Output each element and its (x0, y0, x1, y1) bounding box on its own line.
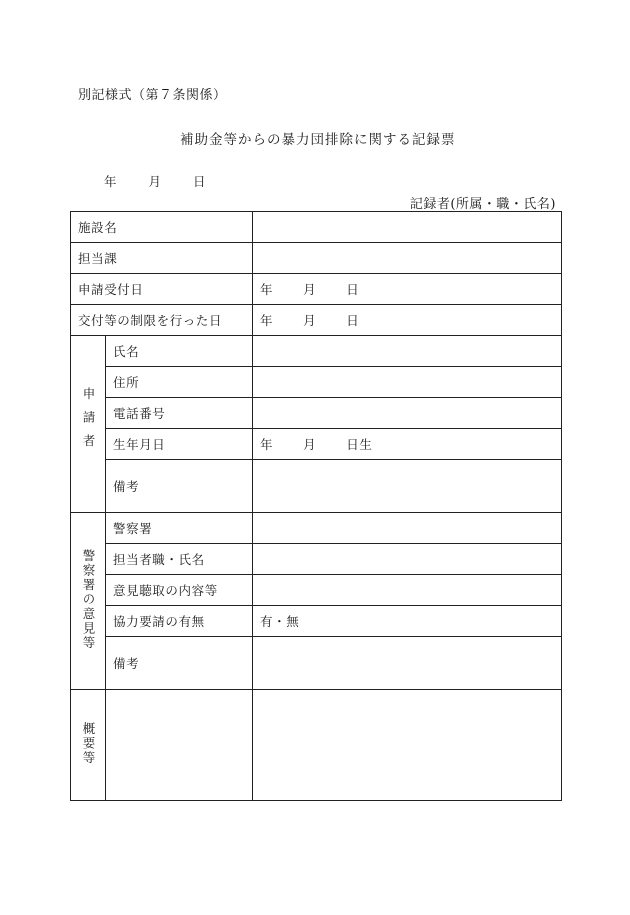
applicant-phone-label: 電話番号 (106, 398, 253, 429)
row-department (71, 243, 562, 274)
row-applicant-remarks (71, 460, 562, 513)
facility-name-label: 施設名 (71, 212, 253, 243)
summary-subfield[interactable] (106, 690, 253, 801)
applicant-group-label: 申請者 (81, 387, 96, 458)
month-label: 月 (303, 437, 317, 452)
restriction-date-field[interactable] (253, 305, 562, 336)
police-cooperation-field[interactable]: 有・無 (253, 606, 562, 637)
applicant-remarks-field[interactable] (253, 460, 562, 513)
record-table (70, 211, 562, 801)
police-station-label: 警察署 (106, 513, 253, 544)
applicant-birth-date-label: 生年月日 (106, 429, 253, 460)
row-applicant-phone (71, 398, 562, 429)
document-title: 補助金等からの暴力団排除に関する記録票 (180, 132, 456, 148)
row-police-station (71, 513, 562, 544)
applicant-birth-date-field[interactable] (253, 429, 562, 460)
police-remarks-label: 備考 (106, 637, 253, 690)
applicant-group (71, 336, 106, 513)
department-label: 担当課 (71, 243, 253, 274)
police-remarks-field[interactable] (253, 637, 562, 690)
month-label: 月 (303, 313, 317, 328)
year-label: 年 (260, 313, 274, 328)
year-label: 年 (260, 437, 274, 452)
police-opinion-label: 意見聴取の内容等 (106, 575, 253, 606)
day-label: 日 (346, 313, 360, 328)
application-date-label: 申請受付日 (71, 274, 253, 305)
police-group (71, 513, 106, 690)
restriction-date-label: 交付等の制限を行った日 (71, 305, 253, 336)
recorder-label: 記録者(所属・職・氏名) (409, 197, 556, 212)
day-of-birth-label: 日生 (346, 437, 373, 452)
applicant-remarks-label: 備考 (106, 460, 253, 513)
row-police-remarks (71, 637, 562, 690)
row-applicant-birth-date (71, 429, 562, 460)
row-facility-name (71, 212, 562, 243)
police-officer-label: 担当者職・氏名 (106, 544, 253, 575)
applicant-name-label: 氏名 (106, 336, 253, 367)
row-police-opinion (71, 575, 562, 606)
row-application-date (71, 274, 562, 305)
application-date-field[interactable] (253, 274, 562, 305)
police-group-label: 警察署の意見等 (81, 548, 96, 651)
row-police-officer (71, 544, 562, 575)
summary-group-label: 概要等 (81, 721, 96, 766)
date-day-label: 日 (193, 174, 206, 189)
applicant-address-field[interactable] (253, 367, 562, 398)
row-applicant-address (71, 367, 562, 398)
row-police-cooperation (71, 606, 562, 637)
police-cooperation-label: 協力要請の有無 (106, 606, 253, 637)
date-year-label: 年 (104, 174, 117, 189)
year-label: 年 (260, 282, 274, 297)
row-summary (71, 690, 562, 801)
applicant-name-field[interactable] (253, 336, 562, 367)
police-officer-field[interactable] (253, 544, 562, 575)
police-station-field[interactable] (253, 513, 562, 544)
form-reference: 別記様式（第７条関係） (78, 88, 227, 103)
day-label: 日 (346, 282, 360, 297)
department-field[interactable] (253, 243, 562, 274)
date-month-label: 月 (148, 174, 162, 189)
summary-field[interactable] (253, 690, 562, 801)
summary-group (71, 690, 106, 801)
applicant-phone-field[interactable] (253, 398, 562, 429)
record-date (104, 172, 206, 190)
month-label: 月 (303, 282, 317, 297)
facility-name-field[interactable] (253, 212, 562, 243)
row-restriction-date (71, 305, 562, 336)
applicant-address-label: 住所 (106, 367, 253, 398)
police-opinion-field[interactable] (253, 575, 562, 606)
row-applicant-name (71, 336, 562, 367)
